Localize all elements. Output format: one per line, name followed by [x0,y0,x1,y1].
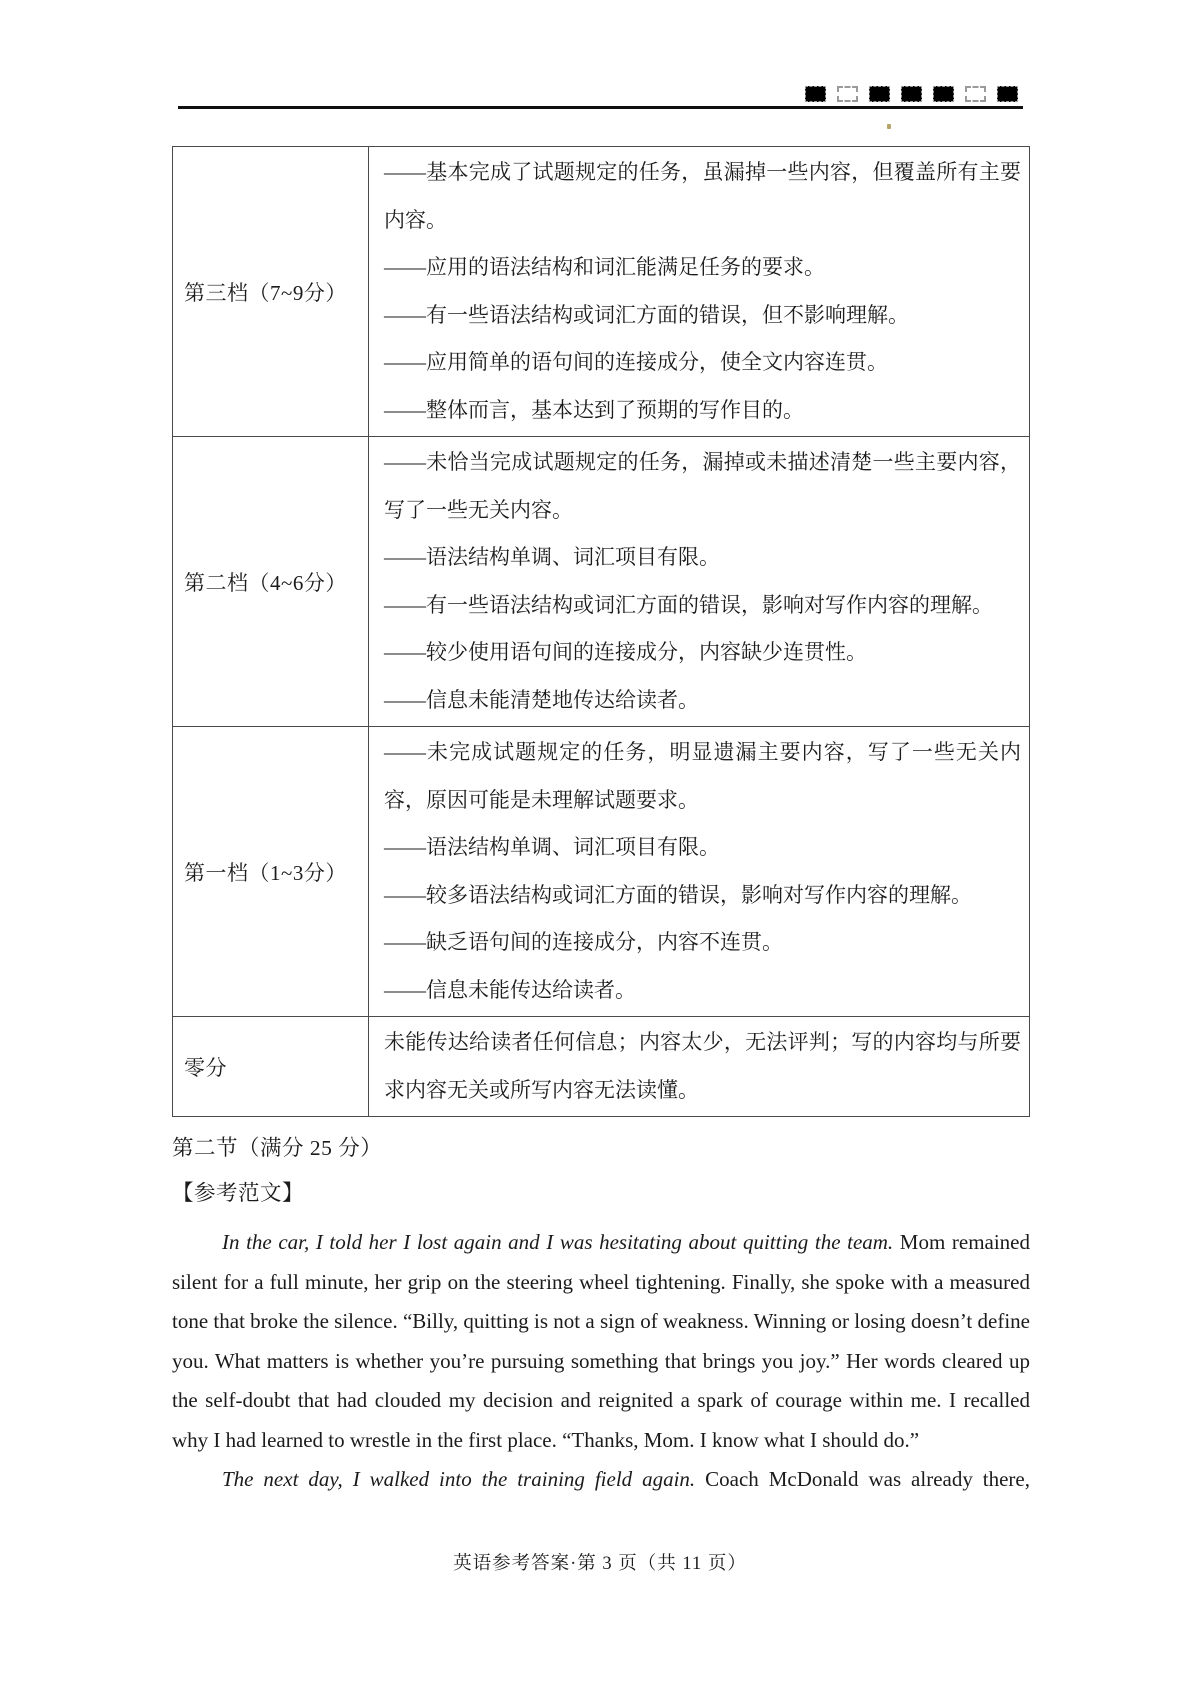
registration-square-icon [805,86,826,102]
header-rule [178,106,1023,109]
criteria-line: ——未恰当完成试题规定的任务，漏掉或未描述清楚一些主要内容，写了一些无关内容。 [384,450,1021,522]
tier-criteria [369,727,1030,1017]
tier-label: 第三档（7~9分） [173,147,369,437]
tier-criteria [369,147,1030,437]
essay-paragraph-2 [172,1460,1030,1500]
grading-rubric-table [172,146,1030,1117]
criteria-line: ——有一些语法结构或词汇方面的错误，但不影响理解。 [384,302,909,327]
page-footer: 英语参考答案·第 3 页（共 11 页） [453,1554,747,1574]
rubric-row-zero [173,1017,1030,1117]
criteria-line: ——应用简单的语句间的连接成分，使全文内容连贯。 [384,350,888,374]
essay-lead-sentence: In the car, I told her I lost again and I was hesitating about quitting the team. [222,1230,894,1254]
registration-square-icon [901,86,922,102]
essay-body-text: Mom remained silent for a full minute, her grip on the steering wheel tightening. Finally, she spoke with a measured tone that broke the silence. “Billy, quitting is not a sign of weakness. Winning or losing doesn’t define you. What matters is whether you’re pursuing something that brings you joy.” Her words cleared up the self-doubt that had clouded my decision and reignited a spark of courage within me. I recalled why I had learned to wrestle in the first place. “Thanks, Mom. I know what I should do.” [172,1230,1030,1452]
criteria-line: ——应用的语法结构和词汇能满足任务的要求。 [384,255,825,279]
registration-square-icon [997,86,1018,102]
rubric-row-tier2 [173,437,1030,727]
section-heading: 第二节（满分 25 分） [172,1136,383,1160]
tier-label: 第一档（1~3分） [173,727,369,1017]
criteria-line: ——语法结构单调、词汇项目有限。 [384,545,720,569]
criteria-line: ——信息未能传达给读者。 [384,977,636,1002]
essay-paragraph-1 [172,1223,1030,1460]
tier-criteria [369,437,1030,727]
criteria-line: ——整体而言，基本达到了预期的写作目的。 [384,397,804,422]
reference-essay-heading: 【参考范文】 [172,1181,305,1205]
criteria-line: ——语法结构单调、词汇项目有限。 [384,835,720,859]
tier-criteria [369,1017,1030,1117]
registration-square-icon [837,86,858,102]
criteria-line: ——有一些语法结构或词汇方面的错误，影响对写作内容的理解。 [384,592,993,617]
criteria-line: ——未完成试题规定的任务，明显遗漏主要内容，写了一些无关内容，原因可能是未理解试题要求。 [384,740,1021,812]
criteria-line: ——基本完成了试题规定的任务，虽漏掉一些内容，但覆盖所有主要内容。 [384,160,1021,232]
registration-square-icon [933,86,954,102]
tier-label: 零分 [173,1017,369,1117]
model-essay [172,1223,1030,1500]
essay-lead-sentence: The next day, I walked into the training field again. [222,1467,696,1491]
criteria-line: ——较少使用语句间的连接成分，内容缺少连贯性。 [384,640,867,664]
criteria-line: ——较多语法结构或词汇方面的错误，影响对写作内容的理解。 [384,882,972,907]
rubric-row-tier1 [173,727,1030,1017]
essay-body-text: Coach McDonald was already there, [705,1467,1030,1491]
tier-label: 第二档（4~6分） [173,437,369,727]
scan-artifact-dot [887,124,891,129]
registration-square-icon [869,86,890,102]
registration-marks [0,86,1018,102]
criteria-line: ——缺乏语句间的连接成分，内容不连贯。 [384,930,783,954]
registration-square-icon [965,86,986,102]
criteria-line: ——信息未能清楚地传达给读者。 [384,687,699,712]
criteria-line: 未能传达给读者任何信息；内容太少，无法评判；写的内容均与所要求内容无关或所写内容无法读懂。 [384,1030,1021,1102]
rubric-row-tier3 [173,147,1030,437]
